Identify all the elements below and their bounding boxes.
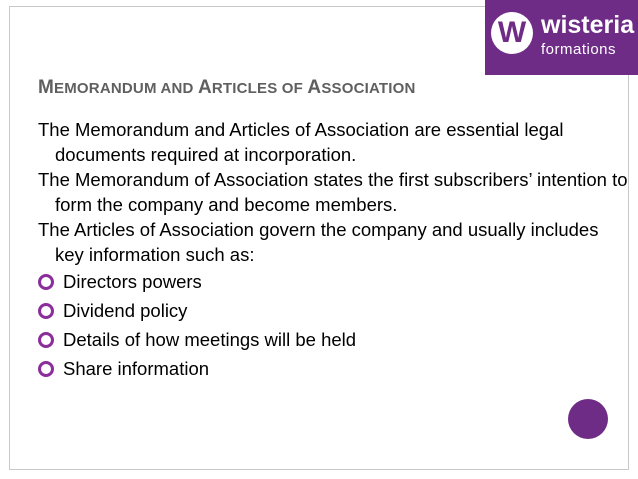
logo-mark-letter: W — [497, 16, 527, 49]
company-logo — [485, 0, 638, 75]
bullet-item — [38, 354, 628, 383]
ring-bullet-icon — [38, 303, 54, 319]
logo-mark-icon — [491, 12, 533, 54]
paragraph-memorandum-articles: The Memorandum and Articles of Association are essential legal documents required at incorporation. — [38, 119, 564, 165]
bullet-item — [38, 296, 628, 325]
ring-bullet-icon — [38, 361, 54, 377]
slide-title: MEMORANDUM AND ARTICLES OF ASSOCIATION — [38, 77, 416, 98]
logo-wordmark: wisteria — [541, 11, 635, 39]
decorative-circle-icon — [568, 399, 608, 439]
ring-bullet-icon — [38, 332, 54, 348]
bullet-text: Dividend policy — [63, 300, 188, 321]
bullet-item — [38, 267, 628, 296]
bullet-text: Share information — [63, 358, 210, 379]
paragraph-articles: The Articles of Association govern the company and usually includes key information such as: — [38, 219, 599, 265]
logo-tagline: formations — [541, 41, 617, 58]
slide-body — [38, 117, 628, 383]
ring-bullet-icon — [38, 274, 54, 290]
paragraph-memorandum: The Memorandum of Association states the first subscribers’ intention to form the company and become members. — [38, 169, 628, 215]
bullet-item — [38, 325, 628, 354]
bullet-text: Directors powers — [63, 271, 202, 292]
bullet-text: Details of how meetings will be held — [63, 329, 357, 350]
